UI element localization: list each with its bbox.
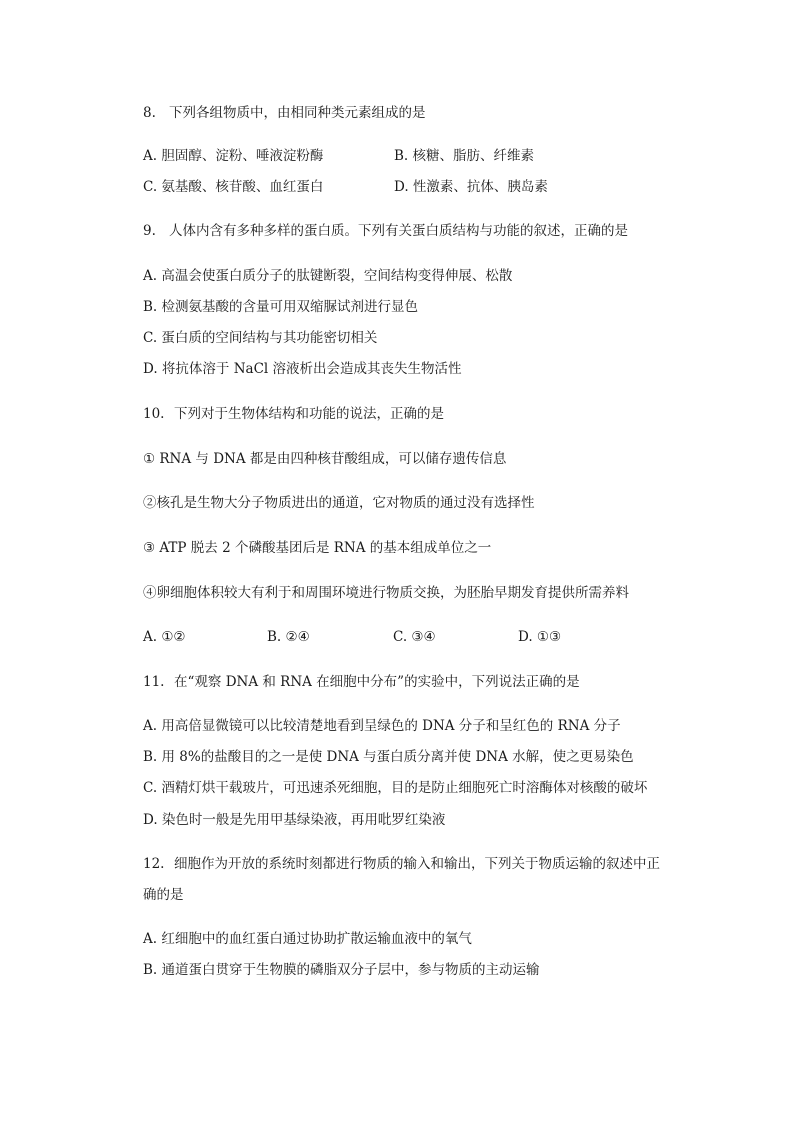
question-10-statement-2: ②核孔是生物大分子物质进出的通道，它对物质的通过没有选择性 bbox=[143, 495, 535, 511]
question-8-option-a: A. 胆固醇、淀粉、唾液淀粉酶 bbox=[143, 148, 324, 164]
question-number: 11. bbox=[143, 674, 165, 690]
question-number: 9. bbox=[143, 223, 156, 239]
question-number: 12. bbox=[143, 856, 165, 872]
question-9-stem bbox=[143, 222, 628, 240]
question-number: 8. bbox=[143, 105, 156, 121]
question-11-option-d: D. 染色时一般是先用甲基绿染液，再用吡罗红染液 bbox=[143, 812, 446, 828]
question-10-stem bbox=[143, 405, 444, 423]
question-10-statement-3: ③ ATP 脱去 2 个磷酸基团后是 RNA 的基本组成单位之一 bbox=[143, 540, 492, 556]
question-12-stem-line-1 bbox=[143, 855, 660, 873]
question-8-option-b: B. 核糖、脂肪、纤维素 bbox=[394, 148, 535, 164]
question-text: 下列对于生物体结构和功能的说法，正确的是 bbox=[174, 406, 444, 422]
question-11-option-b: B. 用 8%的盐酸目的之一是使 DNA 与蛋白质分离并使 DNA 水解，使之更易染色 bbox=[143, 749, 634, 765]
question-11-stem bbox=[143, 673, 580, 691]
question-10-option-b: B. ②④ bbox=[267, 629, 310, 645]
question-12-stem-line-2: 确的是 bbox=[143, 887, 184, 903]
question-text: 细胞作为开放的系统时刻都进行物质的输入和输出，下列关于物质运输的叙述中正 bbox=[174, 856, 660, 872]
question-10-statement-4: ④卵细胞体积较大有利于和周围环境进行物质交换，为胚胎早期发育提供所需养料 bbox=[143, 585, 629, 601]
question-10-option-a: A. ①② bbox=[143, 629, 186, 645]
question-11-option-c: C. 酒精灯烘干载玻片，可迅速杀死细胞，目的是防止细胞死亡时溶酶体对核酸的破坏 bbox=[143, 780, 648, 796]
question-number: 10. bbox=[143, 406, 165, 422]
question-12-option-b: B. 通道蛋白贯穿于生物膜的磷脂双分子层中，参与物质的主动运输 bbox=[143, 962, 540, 978]
question-9-option-c: C. 蛋白质的空间结构与其功能密切相关 bbox=[143, 330, 378, 346]
question-9-option-a: A. 高温会使蛋白质分子的肽键断裂，空间结构变得伸展、松散 bbox=[143, 268, 513, 284]
question-11-option-a: A. 用高倍显微镜可以比较清楚地看到呈绿色的 DNA 分子和呈红色的 RNA 分子 bbox=[143, 718, 621, 734]
question-8-option-c: C. 氨基酸、核苷酸、血红蛋白 bbox=[143, 179, 324, 195]
question-text: 下列各组物质中，由相同种类元素组成的是 bbox=[169, 105, 426, 121]
question-9-option-b: B. 检测氨基酸的含量可用双缩脲试剂进行显色 bbox=[143, 299, 419, 315]
question-text: 人体内含有多种多样的蛋白质。下列有关蛋白质结构与功能的叙述，正确的是 bbox=[169, 223, 628, 239]
question-8-stem bbox=[143, 104, 426, 122]
question-10-option-d: D. ①③ bbox=[518, 629, 562, 645]
question-12-option-a: A. 红细胞中的血红蛋白通过协助扩散运输血液中的氧气 bbox=[143, 931, 472, 947]
question-9-option-d: D. 将抗体溶于 NaCl 溶液析出会造成其丧失生物活性 bbox=[143, 361, 462, 377]
question-10-option-c: C. ③④ bbox=[393, 629, 436, 645]
question-10-statement-1: ① RNA 与 DNA 都是由四种核苷酸组成，可以储存遗传信息 bbox=[143, 451, 507, 467]
question-text: 在“观察 DNA 和 RNA 在细胞中分布”的实验中，下列说法正确的是 bbox=[174, 674, 580, 690]
question-8-option-d: D. 性激素、抗体、胰岛素 bbox=[394, 179, 548, 195]
